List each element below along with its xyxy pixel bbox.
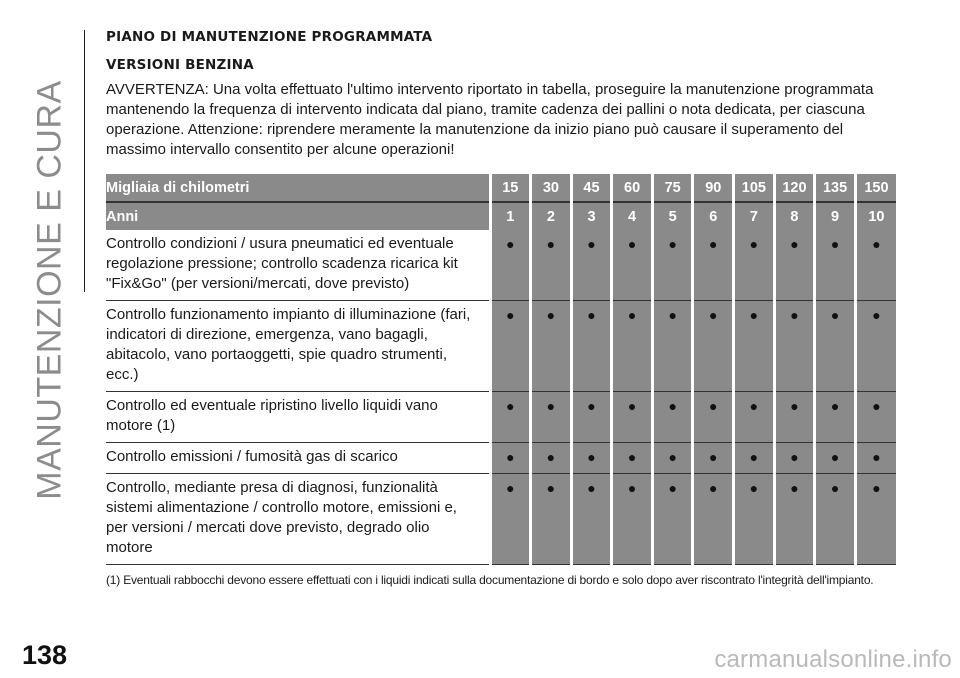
side-section-label: MANUTENZIONE E CURA [30,80,69,500]
bullet-icon: ● [627,480,637,496]
bullet-icon: ● [790,236,799,252]
years-header-label: Anni [106,202,490,230]
page-subtitle: VERSIONI BENZINA [106,57,254,73]
interval-cell [855,392,896,443]
interval-cell [734,392,775,443]
interval-cell [774,443,815,474]
table-row [106,443,896,474]
operation-description: Controllo condizioni / usura pneumatici ed eventuale regolazione pressione; controllo scadenza ricarica kit "Fix&Go" (per versioni/mercati, dove previsto) [106,230,490,301]
interval-cell [652,392,693,443]
bullet-icon: ● [587,398,596,414]
years-header-row [106,202,896,230]
interval-cell [612,230,653,301]
years-header-cell: 4 [612,202,653,230]
bullet-icon: ● [830,449,840,465]
bullet-icon: ● [830,480,840,496]
bullet-icon: ● [709,236,718,252]
bullet-icon: ● [668,307,677,323]
bullet-icon: ● [627,398,637,414]
bullet-icon: ● [668,449,677,465]
interval-cell [734,474,775,565]
bullet-icon: ● [709,480,718,496]
interval-cell [815,392,856,443]
operation-description: Controllo, mediante presa di diagnosi, funzionalità sistemi alimentazione / controllo motore, emissioni e, per versioni / mercati dove previsto, degrado olio motore [106,474,490,565]
interval-cell [855,301,896,392]
bullet-icon: ● [546,307,556,323]
interval-cell [531,230,572,301]
interval-cell [693,474,734,565]
table-row [106,301,896,392]
watermark: carmanualsonline.info [714,646,952,673]
bullet-icon: ● [587,449,596,465]
bullet-icon: ● [872,307,881,323]
km-header-row [106,174,896,202]
interval-cell [531,301,572,392]
km-header-cell: 90 [693,174,734,202]
interval-cell [652,230,693,301]
years-header-cell: 6 [693,202,734,230]
interval-cell [490,301,531,392]
bullet-icon: ● [627,449,637,465]
interval-cell [855,443,896,474]
interval-cell [612,443,653,474]
km-header-label: Migliaia di chilometri [106,174,490,202]
km-header-cell: 30 [531,174,572,202]
page-title: PIANO DI MANUTENZIONE PROGRAMMATA [106,29,433,45]
interval-cell [855,474,896,565]
bullet-icon: ● [506,449,515,465]
operation-description: Controllo ed eventuale ripristino livello liquidi vano motore (1) [106,392,490,443]
interval-cell [531,443,572,474]
interval-cell [652,301,693,392]
bullet-icon: ● [587,236,596,252]
bullet-icon: ● [830,236,840,252]
interval-cell [734,443,775,474]
interval-cell [490,443,531,474]
interval-cell [571,301,612,392]
bullet-icon: ● [587,307,596,323]
interval-cell [571,474,612,565]
km-header-cell: 15 [490,174,531,202]
interval-cell [815,230,856,301]
table-row [106,392,896,443]
bullet-icon: ● [790,398,799,414]
interval-cell [571,392,612,443]
km-header-cell: 120 [774,174,815,202]
years-header-cell: 5 [652,202,693,230]
operation-description: Controllo funzionamento impianto di illuminazione (fari, indicatori di direzione, emergenza, vano bagagli, abitacolo, vano portaoggetti, spie quadro strumenti, ecc.) [106,301,490,392]
interval-cell [734,230,775,301]
bullet-icon: ● [546,398,556,414]
bullet-icon: ● [872,480,881,496]
interval-cell [531,392,572,443]
bullet-icon: ● [506,236,515,252]
bullet-icon: ● [749,449,759,465]
bullet-icon: ● [506,398,515,414]
interval-cell [734,301,775,392]
maintenance-table [106,174,896,565]
years-header-cell: 9 [815,202,856,230]
bullet-icon: ● [709,398,718,414]
interval-cell [571,230,612,301]
interval-cell [652,443,693,474]
interval-cell [612,474,653,565]
interval-cell [815,443,856,474]
interval-cell [612,301,653,392]
interval-cell [571,443,612,474]
table-row [106,230,896,301]
side-rule [84,30,85,292]
interval-cell [693,230,734,301]
bullet-icon: ● [790,449,799,465]
warning-paragraph: AVVERTENZA: Una volta effettuato l'ultimo intervento riportato in tabella, proseguire la manutenzione programmata mantenendo la frequenza di intervento indicata dal piano, tramite cadenza dei pallini o nota dedicata, per ciascuna operazione. Attenzione: riprendere meramente la manutenzione da inizio piano può causare il superamento del massimo intervallo consentito per alcune operazioni! [106,81,874,158]
bullet-icon: ● [790,480,799,496]
bullet-icon: ● [749,398,759,414]
interval-cell [774,301,815,392]
km-header-cell: 60 [612,174,653,202]
bullet-icon: ● [506,480,515,496]
bullet-icon: ● [668,480,677,496]
bullet-icon: ● [587,480,596,496]
interval-cell [815,474,856,565]
interval-cell [774,392,815,443]
km-header-cell: 75 [652,174,693,202]
years-header-cell: 8 [774,202,815,230]
interval-cell [490,474,531,565]
interval-cell [612,392,653,443]
bullet-icon: ● [872,449,881,465]
interval-cell [490,230,531,301]
bullet-icon: ● [749,307,759,323]
km-header-cell: 105 [734,174,775,202]
years-header-cell: 1 [490,202,531,230]
years-header-cell: 7 [734,202,775,230]
table-row [106,474,896,565]
interval-cell [652,474,693,565]
bullet-icon: ● [790,307,799,323]
years-header-cell: 3 [571,202,612,230]
footnote: (1) Eventuali rabbocchi devono essere effettuati con i liquidi indicati sulla documentazione di bordo e solo dopo aver riscontrato l'integrità dell'impianto. [106,573,874,587]
bullet-icon: ● [668,236,677,252]
operation-description: Controllo emissioni / fumosità gas di scarico [106,443,490,474]
interval-cell [693,301,734,392]
bullet-icon: ● [749,480,759,496]
interval-cell [774,230,815,301]
bullet-icon: ● [830,307,840,323]
interval-cell [693,443,734,474]
years-header-cell: 10 [855,202,896,230]
km-header-cell: 45 [571,174,612,202]
interval-cell [490,392,531,443]
km-header-cell: 150 [855,174,896,202]
bullet-icon: ● [546,480,556,496]
years-header-cell: 2 [531,202,572,230]
bullet-icon: ● [627,236,637,252]
bullet-icon: ● [709,449,718,465]
bullet-icon: ● [709,307,718,323]
bullet-icon: ● [749,236,759,252]
page-number: 138 [22,640,68,670]
bullet-icon: ● [546,449,556,465]
bullet-icon: ● [627,307,637,323]
bullet-icon: ● [872,398,881,414]
interval-cell [855,230,896,301]
interval-cell [774,474,815,565]
bullet-icon: ● [872,236,881,252]
bullet-icon: ● [506,307,515,323]
interval-cell [693,392,734,443]
bullet-icon: ● [546,236,556,252]
interval-cell [531,474,572,565]
bullet-icon: ● [668,398,677,414]
page-content [106,28,896,587]
bullet-icon: ● [830,398,840,414]
km-header-cell: 135 [815,174,856,202]
interval-cell [815,301,856,392]
